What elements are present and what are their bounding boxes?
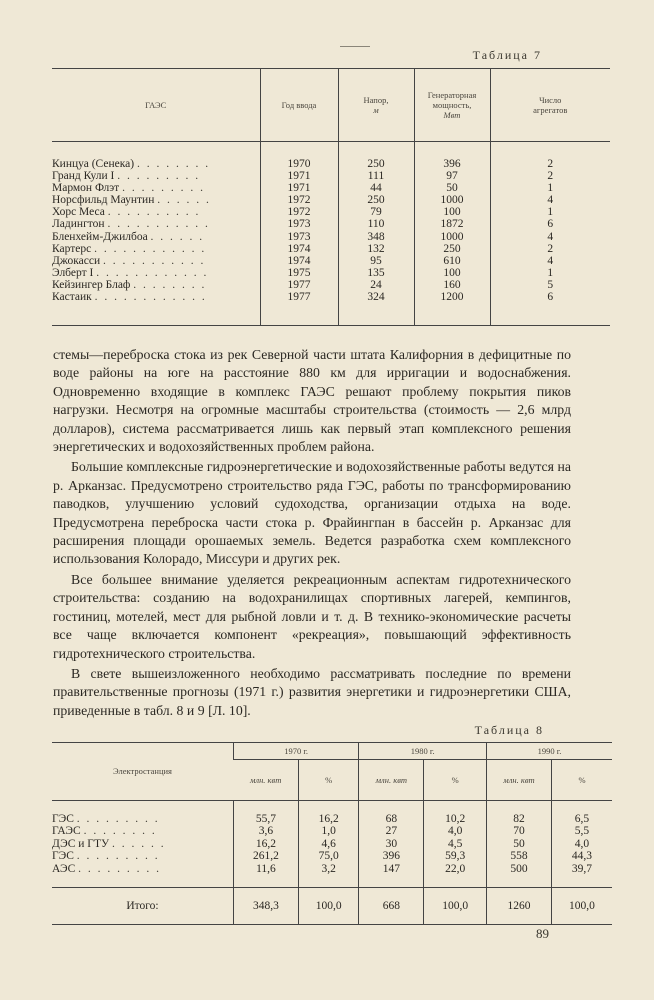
- top-rule: [340, 46, 370, 47]
- total-p1970: 100,0: [298, 888, 358, 925]
- t7-header-head: [338, 69, 414, 142]
- units-cell: 6: [490, 291, 610, 326]
- units-cell: 4: [490, 255, 610, 267]
- v1980-cell: 30: [359, 838, 424, 850]
- head-cell: 44: [338, 182, 414, 194]
- t8-header-unit-1980: млн. квт: [359, 760, 424, 801]
- year-cell: 1977: [260, 291, 338, 326]
- table-row: [52, 231, 610, 243]
- table-row: [52, 142, 610, 171]
- p1980-cell: 10,2: [424, 801, 487, 826]
- t7-header-head-unit: м: [373, 105, 379, 115]
- page-number: 89: [536, 926, 549, 941]
- t8-header-unit-1970: млн. квт: [233, 760, 298, 801]
- station-name-cell: [52, 850, 233, 862]
- year-cell: 1972: [260, 194, 338, 206]
- v1990-cell: 70: [487, 825, 552, 837]
- p1970-cell: 16,2: [298, 801, 358, 826]
- year-cell: 1971: [260, 182, 338, 194]
- year-cell: 1974: [260, 243, 338, 255]
- year-cell: 1973: [260, 231, 338, 243]
- leader-dots: . . . . . . . . .: [76, 850, 160, 863]
- v1980-cell: 396: [359, 850, 424, 862]
- station-name: ГАЭС: [52, 825, 81, 838]
- station-name: Бленхейм-Джилбоа: [52, 230, 148, 243]
- year-cell: 1972: [260, 206, 338, 218]
- leader-dots: . . . . . . . . . . . .: [94, 242, 207, 255]
- total-label: Итого:: [52, 888, 233, 925]
- total-p1980: 100,0: [424, 888, 487, 925]
- t7-header-units: [490, 69, 610, 142]
- p1990-cell: 5,5: [551, 825, 612, 837]
- table-row: [52, 182, 610, 194]
- table8: [52, 742, 612, 925]
- capacity-cell: 160: [414, 279, 490, 291]
- table-row: [52, 243, 610, 255]
- leader-dots: . . . . . . . .: [83, 825, 157, 838]
- station-name: Кейзингер Блаф: [52, 278, 131, 291]
- station-name-cell: [52, 142, 260, 171]
- capacity-cell: 100: [414, 206, 490, 218]
- station-name-cell: [52, 182, 260, 194]
- p1970-cell: 4,6: [298, 838, 358, 850]
- p1990-cell: 39,7: [551, 863, 612, 888]
- t7-header-station: ГАЭС: [52, 69, 260, 142]
- paragraph-4: В свете вышеизложенного необходимо рассматривать последние по времени правительственные прогнозы (1971 г.) развития энергетики и гидроэнергетики США, приведенные в табл. 8 и 9 [Л. 10].: [53, 665, 571, 718]
- units-cell: 2: [490, 142, 610, 171]
- v1990-cell: 82: [487, 801, 552, 826]
- t8-header-pct-1990: %: [551, 760, 612, 801]
- p1980-cell: 4,0: [424, 825, 487, 837]
- station-name: Хорс Меса: [52, 206, 105, 219]
- station-name: Элберт I: [52, 266, 94, 279]
- table-row: [52, 801, 612, 826]
- leader-dots: . . . . . . . .: [136, 158, 211, 170]
- t8-header-1990: 1990 г.: [487, 743, 612, 760]
- body-text: [53, 346, 571, 720]
- units-cell: 1: [490, 267, 610, 279]
- v1980-cell: 147: [359, 863, 424, 888]
- station-name: Норсфильд Маунтин: [52, 194, 155, 207]
- v1990-cell: 558: [487, 850, 552, 862]
- head-cell: 250: [338, 142, 414, 171]
- station-name: Гранд Кули I: [52, 170, 115, 183]
- head-cell: 79: [338, 206, 414, 218]
- leader-dots: . . . . . .: [150, 230, 205, 243]
- paragraph-1: стемы—переброска стока из рек Северной части штата Калифорния в дефицитные по воде районы на юге на расстояние 880 км для ирригации и водоснабжения. Одновременно входящие в комплекс ГАЭС решают проблему покрытия пиков нагрузки. Несмотря на огромные масштабы строительства (стоимость — 2,6 млрд долларов), система рассматривается лишь как первый этап комплексного решения энергетических и водохозяйственных проблем района.: [53, 347, 571, 455]
- p1980-cell: 22,0: [424, 863, 487, 888]
- capacity-cell: 97: [414, 170, 490, 182]
- leader-dots: . . . . . . . . .: [117, 170, 201, 183]
- v1990-cell: 500: [487, 863, 552, 888]
- table-row: [52, 218, 610, 230]
- station-name-cell: [52, 291, 260, 326]
- table7-caption: Таблица 7: [472, 48, 542, 62]
- station-name-cell: [52, 267, 260, 279]
- table7-body: [52, 142, 610, 326]
- table-row: [52, 170, 610, 182]
- table-row: [52, 291, 610, 326]
- leader-dots: . . . . . .: [157, 194, 211, 207]
- station-name: ГЭС: [52, 850, 74, 863]
- table-row: [52, 850, 612, 862]
- leader-dots: . . . . . . . . .: [78, 862, 162, 875]
- capacity-cell: 1872: [414, 218, 490, 230]
- station-name-cell: [52, 206, 260, 218]
- table-row: [52, 206, 610, 218]
- v1980-cell: 27: [359, 825, 424, 837]
- v1970-cell: 261,2: [233, 850, 298, 862]
- total-v1990: 1260: [487, 888, 552, 925]
- station-name: Картерс: [52, 242, 92, 255]
- t7-header-capacity-unit: Мвт: [443, 110, 461, 120]
- t8-header-1970: 1970 г.: [233, 743, 358, 760]
- station-name-cell: [52, 863, 233, 888]
- leader-dots: . . . . . . . . . .: [107, 206, 201, 219]
- capacity-cell: 50: [414, 182, 490, 194]
- t8-header-1980: 1980 г.: [359, 743, 487, 760]
- station-name-cell: [52, 255, 260, 267]
- leader-dots: . . . . . . . . .: [76, 813, 160, 825]
- leader-dots: . . . . . . . . . . . .: [96, 266, 209, 279]
- capacity-cell: 100: [414, 267, 490, 279]
- units-cell: 1: [490, 182, 610, 194]
- p1970-cell: 3,2: [298, 863, 358, 888]
- head-cell: 95: [338, 255, 414, 267]
- head-cell: 324: [338, 291, 414, 326]
- p1970-cell: 75,0: [298, 850, 358, 862]
- year-cell: 1975: [260, 267, 338, 279]
- v1970-cell: 3,6: [233, 825, 298, 837]
- total-row: [52, 888, 612, 925]
- units-cell: 5: [490, 279, 610, 291]
- p1970-cell: 1,0: [298, 825, 358, 837]
- t7-header-capacity: [414, 69, 490, 142]
- leader-dots: . . . . . . . . . . .: [107, 218, 210, 231]
- table-row: [52, 838, 612, 850]
- leader-dots: . . . . . . . . . . .: [103, 254, 206, 267]
- capacity-cell: 1000: [414, 194, 490, 206]
- t7-header-units-line2: агрегатов: [533, 105, 568, 115]
- year-cell: 1977: [260, 279, 338, 291]
- v1970-cell: 55,7: [233, 801, 298, 826]
- station-name: АЭС: [52, 862, 76, 875]
- p1990-cell: 4,0: [551, 838, 612, 850]
- table-row: [52, 267, 610, 279]
- leader-dots: . . . . . .: [112, 837, 166, 850]
- station-name: Кинцуа (Сенека): [52, 158, 135, 170]
- p1990-cell: 6,5: [551, 801, 612, 826]
- t7-header-capacity-line1: Генераторная: [427, 90, 477, 100]
- p1980-cell: 4,5: [424, 838, 487, 850]
- station-name-cell: [52, 279, 260, 291]
- head-cell: 132: [338, 243, 414, 255]
- station-name-cell: [52, 231, 260, 243]
- t8-header-station: Электростанция: [52, 743, 233, 801]
- station-name-cell: [52, 194, 260, 206]
- station-name-cell: [52, 218, 260, 230]
- table8-body: [52, 801, 612, 925]
- total-p1990: 100,0: [551, 888, 612, 925]
- p1980-cell: 59,3: [424, 850, 487, 862]
- table-row: [52, 194, 610, 206]
- table-row: [52, 255, 610, 267]
- year-cell: 1970: [260, 142, 338, 171]
- leader-dots: . . . . . . . .: [133, 278, 207, 291]
- station-name: ДЭС и ГТУ: [52, 837, 110, 850]
- t8-header-unit-1990: млн. квт: [487, 760, 552, 801]
- units-cell: 1: [490, 206, 610, 218]
- total-v1970: 348,3: [233, 888, 298, 925]
- t7-header-units-line1: Число: [539, 95, 562, 105]
- t7-header-year: Год ввода: [260, 69, 338, 142]
- total-v1980: 668: [359, 888, 424, 925]
- station-name-cell: [52, 825, 233, 837]
- year-cell: 1971: [260, 170, 338, 182]
- station-name-cell: [52, 838, 233, 850]
- station-name: Джокасси: [52, 254, 101, 267]
- head-cell: 111: [338, 170, 414, 182]
- t7-header-capacity-line2: мощность,: [432, 100, 472, 110]
- t8-header-pct-1970: %: [298, 760, 358, 801]
- station-name-cell: [52, 801, 233, 826]
- table-row: [52, 825, 612, 837]
- v1990-cell: 50: [487, 838, 552, 850]
- leader-dots: . . . . . . . . . . . .: [94, 291, 207, 304]
- station-name-cell: [52, 243, 260, 255]
- v1970-cell: 11,6: [233, 863, 298, 888]
- t7-header-head-label: Напор,: [363, 95, 389, 105]
- table-row: [52, 863, 612, 888]
- station-name: ГЭС: [52, 813, 74, 825]
- p1990-cell: 44,3: [551, 850, 612, 862]
- units-cell: 2: [490, 170, 610, 182]
- station-name: Кастаик: [52, 291, 92, 304]
- t8-header-pct-1980: %: [424, 760, 487, 801]
- paragraph-2: Большие комплексные гидроэнергетические и водохозяйственные работы ведутся на р. Арканзас. Предусмотрено строительство ряда ГЭС, работы по трансформированию паводков, улучшению условий судоходства, организации отдыха на воде. Предусмотрена переброска части стока р. Фрайингпан в бассейн р. Арканзас для расширения площади орошаемых земель. Ведется разработка схем комплексного использования Колорадо, Миссури и других рек.: [53, 459, 571, 567]
- station-name-cell: [52, 170, 260, 182]
- head-cell: 250: [338, 194, 414, 206]
- units-cell: 6: [490, 218, 610, 230]
- station-name: Ладингтон: [52, 218, 105, 231]
- year-cell: 1974: [260, 255, 338, 267]
- table8-caption: Таблица 8: [474, 723, 544, 737]
- capacity-cell: 1200: [414, 291, 490, 326]
- v1980-cell: 68: [359, 801, 424, 826]
- table7: [52, 68, 610, 326]
- capacity-cell: 250: [414, 243, 490, 255]
- units-cell: 4: [490, 194, 610, 206]
- head-cell: 24: [338, 279, 414, 291]
- capacity-cell: 610: [414, 255, 490, 267]
- table-row: [52, 279, 610, 291]
- head-cell: 110: [338, 218, 414, 230]
- leader-dots: . . . . . . . . .: [122, 182, 205, 195]
- head-cell: 348: [338, 231, 414, 243]
- capacity-cell: 396: [414, 142, 490, 171]
- units-cell: 4: [490, 231, 610, 243]
- capacity-cell: 1000: [414, 231, 490, 243]
- paragraph-3: Все большее внимание уделяется рекреационным аспектам гидротехнического строительства: созданию на водохранилищах спортивных лагерей, кемпингов, гостиниц, мотелей, мест для рыбной ловли и т. д. В технико-экономические расчеты все чаще включается компонент «рекреация», повышающий эффективность гидротехнического строительства.: [53, 571, 571, 661]
- year-cell: 1973: [260, 218, 338, 230]
- v1970-cell: 16,2: [233, 838, 298, 850]
- station-name: Мармон Флэт: [52, 182, 120, 195]
- head-cell: 135: [338, 267, 414, 279]
- units-cell: 2: [490, 243, 610, 255]
